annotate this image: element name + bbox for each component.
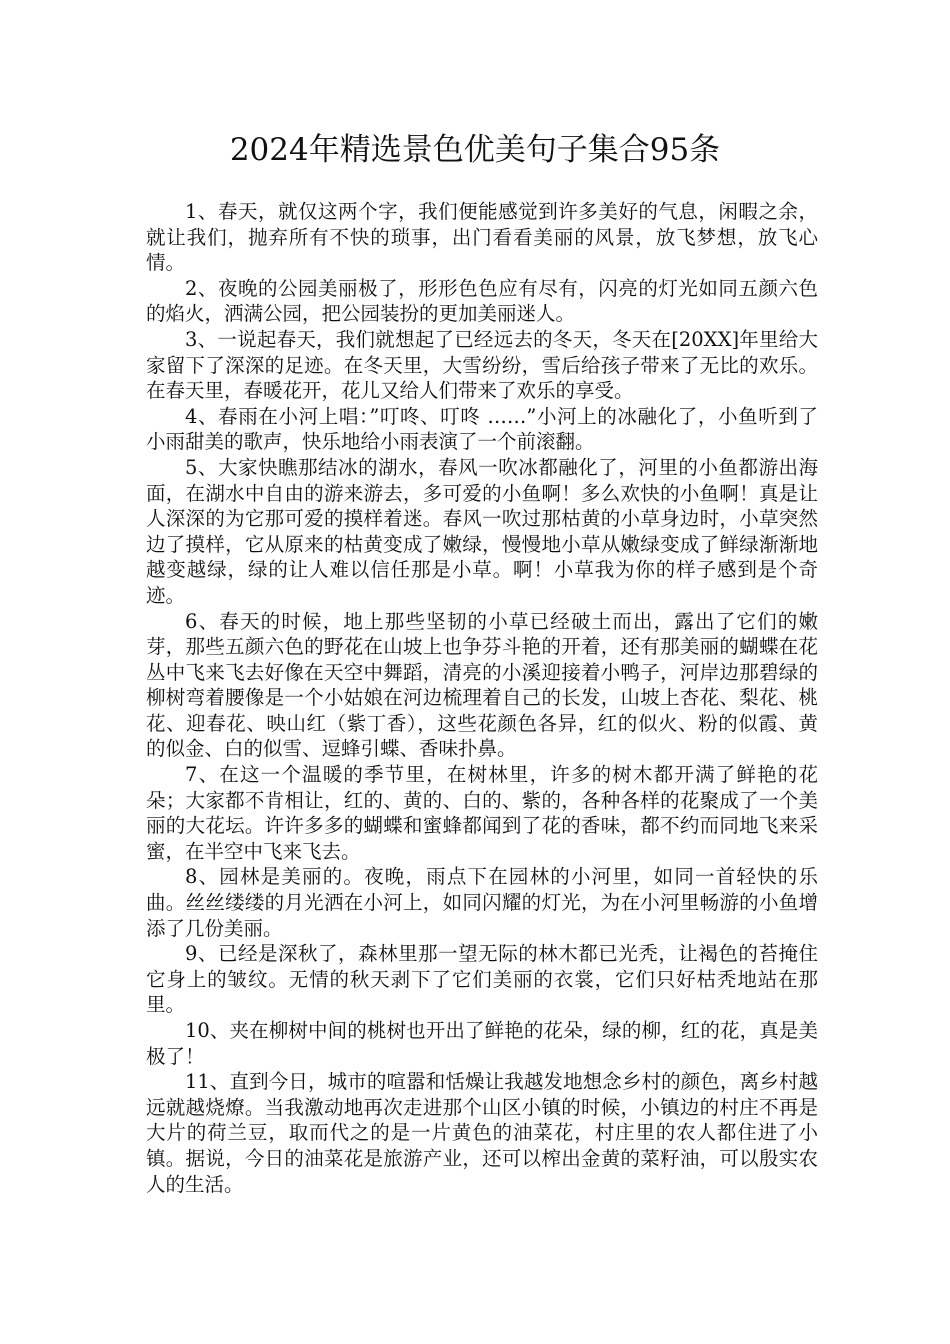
paragraph-6: 6、春天的时候，地上那些坚韧的小草已经破土而出，露出了它们的嫩芽，那些五颜六色的野花在山坡上也争芬斗艳的开着，还有那美丽的蝴蝶在花丛中飞来飞去好像在天空中舞蹈，清亮的小溪迎接着小鸭子，河岸边那碧绿的柳树弯着腰像是一个小姑娘在河边梳理着自己的长发，山坡上杏花、梨花、桃花、迎春花、映山红（紫丁香），这些花颜色各异，红的似火、粉的似霞、黄的似金、白的似雪、逗蜂引蝶、香味扑鼻。 <box>146 609 818 761</box>
paragraph-10: 10、夹在柳树中间的桃树也开出了鲜艳的花朵，绿的柳，红的花，真是美极了！ <box>146 1019 818 1068</box>
paragraph-4: 4、春雨在小河上唱：”叮咚、叮咚 ……”小河上的冰融化了，小鱼听到了小雨甜美的歌声，快乐地给小雨表演了一个前滚翻。 <box>146 404 818 454</box>
paragraph-7: 7、在这一个温暖的季节里，在树林里，许多的树木都开满了鲜艳的花朵；大家都不肯相让，红的、黄的、白的、紫的，各种各样的花聚成了一个美丽的大花坛。许许多多的蝴蝶和蜜蜂都闻到了花的香味，都不约而同地飞来采蜜，在半空中飞来飞去。 <box>146 763 818 863</box>
document-body <box>146 199 818 1197</box>
paragraph-2: 2、夜晚的公园美丽极了，形形色色应有尽有，闪亮的灯光如同五颜六色的焰火，洒满公园，把公园装扮的更加美丽迷人。 <box>146 276 818 326</box>
paragraph-8: 8、园林是美丽的。夜晚，雨点下在园林的小河里，如同一首轻快的乐曲。丝丝缕缕的月光洒在小河上，如同闪耀的灯光，为在小河里畅游的小鱼增添了几份美丽。 <box>146 865 818 940</box>
paragraph-5: 5、大家快瞧那结冰的湖水，春风一吹冰都融化了，河里的小鱼都游出海面，在湖水中自由的游来游去，多可爱的小鱼啊！多么欢快的小鱼啊！真是让人深深的为它那可爱的摸样着迷。春风一吹过那枯黄的小草身边时，小草突然边了摸样，它从原来的枯黄变成了嫩绿，慢慢地小草从嫩绿变成了鲜绿渐渐地越变越绿，绿的让人难以信任那是小草。啊！小草我为你的样子感到是个奇迹。 <box>146 455 818 607</box>
paragraph-3: 3、一说起春天，我们就想起了已经远去的冬天，冬天在[20XX]年里给大家留下了深深的足迹。在冬天里，大雪纷纷，雪后给孩子带来了无比的欢乐。在春天里，春暖花开，花儿又给人们带来了欢乐的享受。 <box>146 327 818 403</box>
paragraph-11: 11、直到今日，城市的喧嚣和恬燥让我越发地想念乡村的颜色，离乡村越远就越烧燎。当我激动地再次走进那个山区小镇的时候，小镇边的村庄不再是大片的荷兰豆，取而代之的是一片黄色的油菜花，村庄里的农人都住进了小镇。据说，今日的油菜花是旅游产业，还可以榨出金黄的菜籽油，可以殷实农人的生活。 <box>146 1070 818 1196</box>
paragraph-9: 9、已经是深秋了，森林里那一望无际的林木都已光秃，让褐色的苔掩住它身上的皱纹。无情的秋天剥下了它们美丽的衣裳，它们只好枯秃地站在那里。 <box>146 942 818 1017</box>
paragraph-1: 1、春天，就仅这两个字，我们便能感觉到许多美好的气息，闲暇之余，就让我们，抛弃所有不快的琐事，出门看看美丽的风景，放飞梦想，放飞心情。 <box>146 200 818 275</box>
document-title: 2024年精选景色优美句子集合95条 <box>229 132 721 168</box>
